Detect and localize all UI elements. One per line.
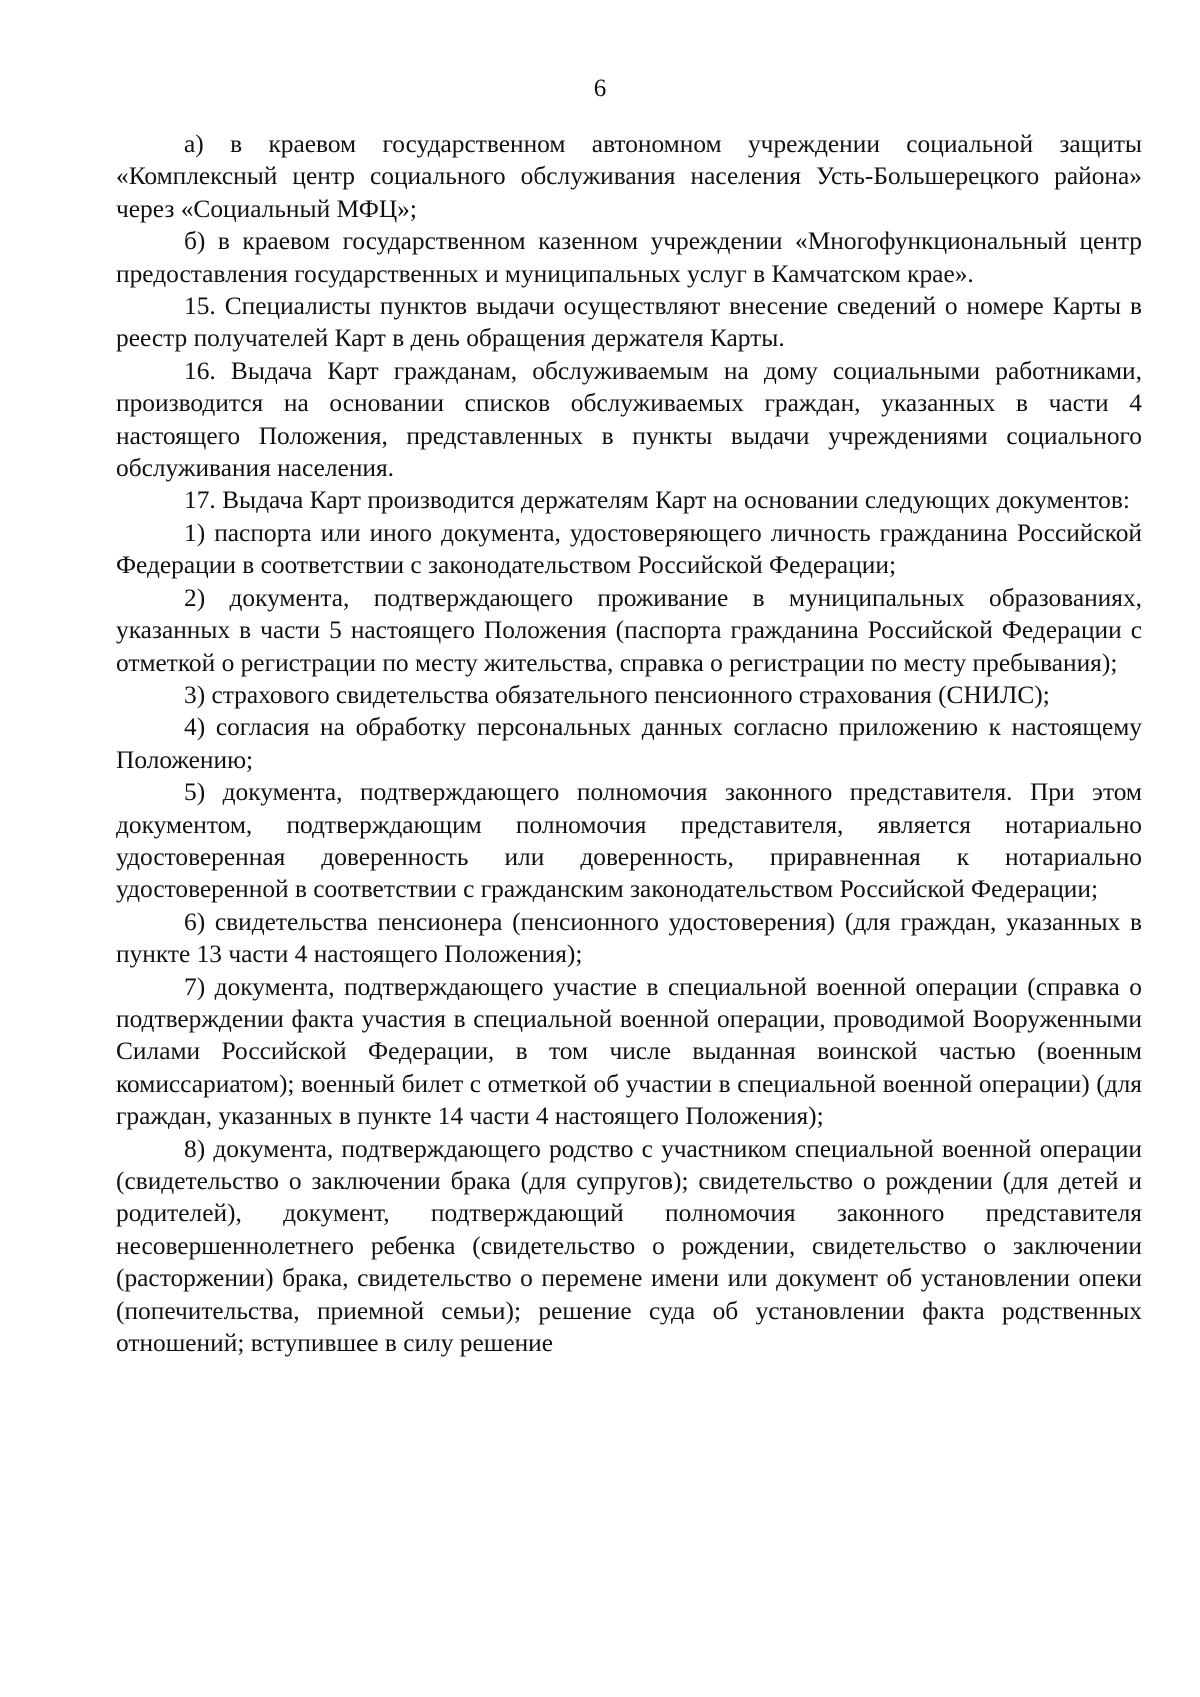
paragraph-14b: б) в краевом государственном казенном учреждении «Многофункциональный центр предоставления государственных и муниципальных услуг в Камчатском крае». bbox=[116, 227, 1142, 288]
paragraph-17: 17. Выдача Карт производится держателям Карт на основании следующих документов: bbox=[184, 486, 1130, 515]
list-item-4: 4) согласия на обработку персональных данных согласно приложению к настоящему Положению; bbox=[116, 713, 1142, 774]
list-item-6: 6) свидетельства пенсионера (пенсионного удостоверения) (для граждан, указанных в пункте 13 части 4 настоящего Положения); bbox=[116, 907, 1142, 969]
list-item-8: 8) документа, подтверждающего родство с участником специальной военной операции (свидетельство о заключении брака (для супругов); свидетельство о рождении (для детей и родителей), документ, подтверждающий полномочия законного представителя несовершеннолетнего ребенка (свидетельство о рождении, свидетельство о заключении (расторжении) брака, свидетельство о перемене имени или документ об установлении опеки (попечительства, приемной семьи); решение суда об установлении факта родственных отношений; вступившее в силу решение bbox=[116, 1134, 1142, 1358]
list-item-2: 2) документа, подтверждающего проживание в муниципальных образованиях, указанных в части 5 настоящего Положения (паспорта гражданина Российской Федерации с отметкой о регистрации по месту жительства, справка о регистрации по месту пребывания); bbox=[116, 583, 1142, 677]
page-number: 6 bbox=[593, 75, 607, 102]
list-item-3: 3) страхового свидетельства обязательного пенсионного страхования (СНИЛС); bbox=[184, 680, 1050, 709]
document-body bbox=[116, 128, 1142, 1359]
paragraph-16: 16. Выдача Карт гражданам, обслуживаемым на дому социальными работниками, производится на основании списков обслуживаемых граждан, указанных в части 4 настоящего Положения, представленных в пункты выдачи учреждениями социального обслуживания населения. bbox=[116, 356, 1142, 483]
list-item-5: 5) документа, подтверждающего полномочия законного представителя. При этом документом, подтверждающим полномочия представителя, является нотариально удостоверенная доверенность или доверенность, приравненная к нотариально удостоверенной в соответствии с гражданским законодательством Российской Федерации; bbox=[116, 778, 1142, 904]
paragraph-15: 15. Специалисты пунктов выдачи осуществляют внесение сведений о номере Карты в реестр получателей Карт в день обращения держателя Карты. bbox=[116, 292, 1142, 353]
paragraph-14a: а) в краевом государственном автономном учреждении социальной защиты «Комплексный центр социального обслуживания населения Усть-Большерецкого района» через «Социальный МФЦ»; bbox=[116, 130, 1142, 223]
list-item-1: 1) паспорта или иного документа, удостоверяющего личность гражданина Российской Федерации в соответствии с законодательством Российской Федерации; bbox=[116, 518, 1142, 580]
list-item-7: 7) документа, подтверждающего участие в специальной военной операции (справка о подтверждении факта участия в специальной военной операции, проводимой Вооруженными Силами Российской Федерации, в том числе выданная воинской частью (военным комиссариатом); военный билет с отметкой об участии в специальной военной операции) (для граждан, указанных в пункте 14 части 4 настоящего Положения); bbox=[116, 972, 1142, 1131]
